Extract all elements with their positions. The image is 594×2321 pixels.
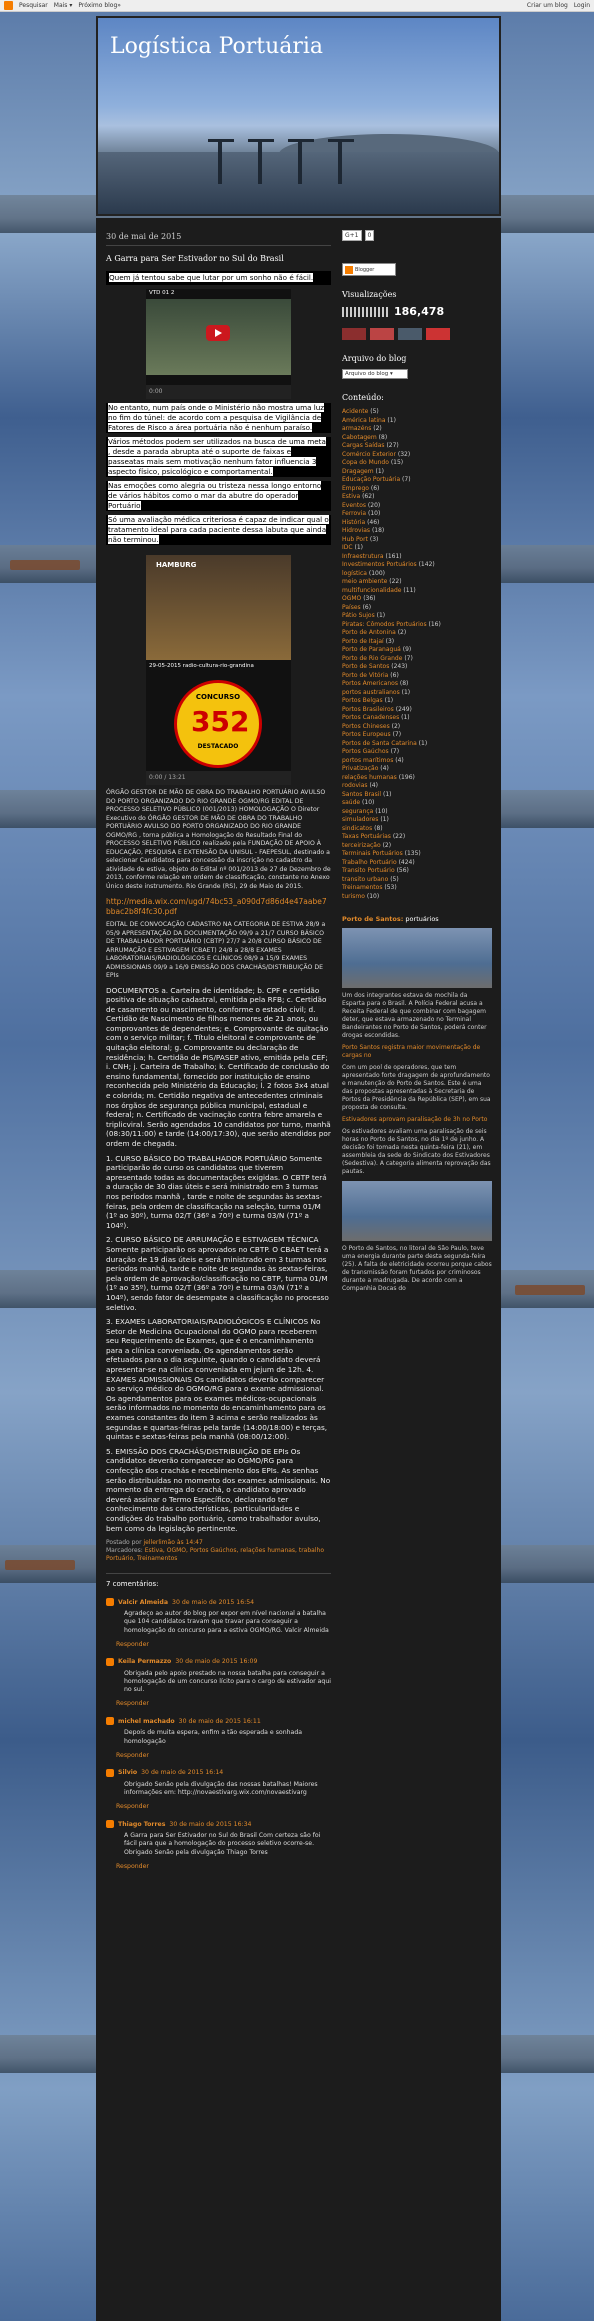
label-count: (1) bbox=[401, 688, 411, 696]
label-name[interactable]: Cargas Saídas bbox=[342, 442, 385, 449]
comment-text: Depois de muita espera, enfim a tão esperada e sonhada homologação bbox=[124, 1729, 303, 1745]
label-name[interactable]: meio ambiente bbox=[342, 578, 388, 585]
youtube-icon[interactable] bbox=[426, 328, 450, 340]
label-count: (4) bbox=[395, 756, 404, 764]
navbar-more[interactable]: Mais ▾ bbox=[53, 2, 73, 9]
label-item[interactable] bbox=[342, 570, 492, 579]
label-name[interactable]: Trabalho Portuário bbox=[342, 858, 397, 866]
post-title[interactable]: A Garra para Ser Estivador no Sul do Brasil bbox=[106, 254, 284, 263]
archive-dropdown[interactable]: Arquivo do blog ▾ bbox=[342, 369, 408, 379]
label-item[interactable] bbox=[342, 833, 492, 842]
comment bbox=[106, 1658, 331, 1708]
blogger-profile-icon[interactable] bbox=[106, 1598, 114, 1606]
label-item[interactable] bbox=[342, 442, 492, 451]
concurso-logo bbox=[174, 680, 262, 768]
sidebar-news-link[interactable]: Estivadores aprovam paralisação de 3h no Porto bbox=[342, 1116, 488, 1123]
label-count: (11) bbox=[403, 586, 416, 594]
label-name[interactable]: Estiva bbox=[342, 493, 361, 500]
label-name[interactable]: Investimentos Portuários bbox=[342, 561, 417, 568]
blogger-badge[interactable]: Blogger bbox=[342, 263, 396, 276]
label-count: (1) bbox=[375, 467, 385, 475]
play-icon[interactable] bbox=[206, 325, 230, 341]
label-count: (22) bbox=[389, 578, 402, 585]
label-item[interactable] bbox=[342, 578, 492, 587]
label-count: (161) bbox=[385, 552, 402, 560]
label-name[interactable]: Acidente bbox=[342, 408, 369, 415]
blogger-profile-icon[interactable] bbox=[106, 1658, 114, 1666]
post-paragraph: No entanto, num país onde o Ministério não mostra uma luz no fim do túnel: de acordo com a pesquisa de Vigilância de Fatores de Risco a área portuária não é nenhum paraíso. bbox=[106, 403, 331, 433]
label-name[interactable]: rodovias bbox=[342, 782, 368, 789]
label-count: (9) bbox=[402, 646, 412, 653]
comment-text: Agradeço ao autor do blog por expor em nível nacional a batalha que 104 candidatos travam que travar para conseguir a homologação do concurso para a estiva OGMO/RG. Valcir Almeida bbox=[124, 1610, 329, 1634]
label-item[interactable] bbox=[342, 510, 492, 519]
logo-bottom-text: DESTACADO bbox=[197, 743, 239, 750]
label-item[interactable] bbox=[342, 612, 492, 621]
video-poster bbox=[146, 555, 291, 660]
blogger-icon bbox=[345, 266, 353, 274]
label-count: (5) bbox=[370, 408, 379, 415]
visits-sparkline bbox=[342, 307, 388, 317]
label-name[interactable]: saúde bbox=[342, 799, 361, 806]
label-name[interactable]: OGMO bbox=[342, 595, 362, 602]
post-paragraph: Vários métodos podem ser utilizados na busca de uma meta , desde a parada abrupta até o suporte de faixas e passeatas mais sem motivação nenhum fator influencia 3 aspecto físico, psicológico e comportamental. bbox=[106, 437, 331, 477]
label-item[interactable] bbox=[342, 527, 492, 536]
label-name[interactable]: Eventos bbox=[342, 501, 366, 509]
blogger-navbar bbox=[0, 0, 594, 12]
blog-post bbox=[106, 218, 331, 1870]
label-item[interactable] bbox=[342, 842, 492, 851]
label-count: (135) bbox=[404, 850, 421, 857]
label-name[interactable]: sindicatos bbox=[342, 824, 373, 832]
label-count: (2) bbox=[373, 425, 382, 432]
label-name[interactable]: Porto de Rio Grande bbox=[342, 654, 403, 662]
label-item[interactable] bbox=[342, 604, 492, 613]
label-count: (46) bbox=[367, 518, 380, 526]
comment bbox=[106, 1769, 331, 1810]
post-labels[interactable]: Estiva, OGMO, Portos Gaúchos, relações humanas, trabalho Portuário, Treinamentos bbox=[106, 1547, 324, 1563]
video-caption: 29-05-2015 radio-cultura-rio-grandina bbox=[149, 663, 254, 669]
label-count: (6) bbox=[362, 603, 372, 611]
label-name[interactable]: Porto de Antonina bbox=[342, 629, 396, 636]
label-count: (7) bbox=[390, 748, 400, 755]
label-count: (243) bbox=[391, 663, 408, 670]
sidebar-image[interactable] bbox=[342, 1181, 492, 1241]
label-name[interactable]: Porto de Paranaguá bbox=[342, 646, 401, 653]
comment-author[interactable]: Silvio bbox=[118, 1769, 138, 1777]
blogger-profile-icon[interactable] bbox=[106, 1820, 114, 1828]
blogger-logo-icon[interactable] bbox=[4, 1, 13, 10]
crane-icon bbox=[298, 139, 302, 184]
label-item[interactable] bbox=[342, 561, 492, 570]
label-item[interactable] bbox=[342, 791, 492, 800]
logo-number: 352 bbox=[191, 705, 250, 738]
label-item[interactable] bbox=[342, 425, 492, 434]
label-item[interactable] bbox=[342, 893, 492, 902]
label-count: (22) bbox=[392, 833, 406, 840]
label-name[interactable]: América latina bbox=[342, 416, 386, 424]
comment-time[interactable]: 30 de maio de 2015 16:11 bbox=[178, 1717, 261, 1725]
label-item[interactable] bbox=[342, 765, 492, 774]
video-player-2[interactable] bbox=[146, 555, 291, 785]
label-item[interactable] bbox=[342, 884, 492, 893]
comments-list bbox=[106, 1598, 331, 1870]
label-name[interactable]: Copa do Mundo bbox=[342, 459, 389, 466]
visits-title: Visualizações bbox=[342, 290, 397, 299]
label-count: (5) bbox=[390, 875, 399, 883]
g1-button[interactable]: G+1 bbox=[342, 230, 362, 241]
post-date: 30 de mai de 2015 bbox=[106, 232, 331, 246]
sidebar-news: O Porto de Santos, no litoral de São Paulo, teve uma energia durante parte desta segunda-feira (25). A falta de eletricidade ocorreu porque cabos de transmissão foram furtados por criminosos durante a madrugada. De acordo com a Companhia Docas do bbox=[342, 1245, 492, 1292]
label-item[interactable] bbox=[342, 774, 492, 783]
comment-author[interactable]: Keila Permazzo bbox=[118, 1658, 172, 1666]
label-count: (8) bbox=[378, 433, 388, 441]
label-item[interactable] bbox=[342, 417, 492, 426]
label-item[interactable] bbox=[342, 468, 492, 477]
label-name[interactable]: Comércio Exterior bbox=[342, 450, 396, 458]
label-count: (100) bbox=[368, 569, 385, 577]
video-caption: VTD 01 2 bbox=[149, 290, 175, 296]
crane-icon bbox=[338, 139, 342, 184]
label-name[interactable]: Portos de Santa Catarina bbox=[342, 739, 417, 747]
label-count: (1) bbox=[380, 816, 389, 823]
label-count: (424) bbox=[398, 858, 415, 866]
label-item[interactable] bbox=[342, 714, 492, 723]
reply-link[interactable]: Responder bbox=[116, 1751, 149, 1759]
label-count: (8) bbox=[399, 680, 409, 687]
comment-time[interactable]: 30 de maio de 2015 16:14 bbox=[141, 1769, 224, 1777]
label-name[interactable]: Ferrovia bbox=[342, 510, 367, 517]
label-count: (10) bbox=[362, 799, 375, 806]
comment-author[interactable]: michel machado bbox=[118, 1717, 175, 1725]
label-name[interactable]: Dragagem bbox=[342, 467, 374, 475]
label-name[interactable]: Países bbox=[342, 603, 361, 611]
label-item[interactable] bbox=[342, 502, 492, 511]
label-count: (62) bbox=[362, 493, 375, 500]
label-name[interactable]: Infraestrutura bbox=[342, 552, 384, 560]
video-controls[interactable]: 0:00 / 13:21 bbox=[146, 771, 291, 785]
label-count: (1) bbox=[383, 790, 392, 798]
comment-text: Obrigada pelo apoio prestado na nossa batalha para conseguir a homologação de um concurso lícito para o cargo de estivador aqui no sul. bbox=[124, 1669, 331, 1694]
notice-text: ÓRGÃO GESTOR DE MÃO DE OBRA DO TRABALHO PORTUÁRIO AVULSO DO PORTO ORGANIZADO DO RIO GRANDE OGMO/RG EDITAL DE PROCESSO SELETIVO PÚBLICO (001/2013) HOMOLOGAÇÃO O Diretor Executivo do ÓRGÃO GESTOR DE MÃO DE OBRA DO TRABALHO PORTUÁRIO AVULSO DO PORTO ORGANIZADO DO RIO GRANDE OGMO/RG , torna pública a Homologação do Resultado Final do PROCESSO SELETIVO PÚBLICO realizado pela FUNDAÇÃO DE APOIO À EDUCAÇÃO, PESQUISA E EXTENSÃO DA UNISUL - FAEPESUL, destinado a selecionar Candidatos para concessão da inscrição no cadastro da atividade de estiva, objeto do Edital nº 001/2013 de 27 de Dezembro de 2013, conforme relação em ordem de classificação, constante no Anexo Único deste instrumento. Rio Grande (RS), 29 de Maio de 2015. bbox=[106, 789, 331, 890]
course2-text: 2. CURSO BÁSICO DE ARRUMAÇÃO E ESTIVAGEM TÉCNICA Somente participarão os aprovados no CBTP. O CBAET terá a duração de 19 dias úteis e será ministrado em 3 turmas nos períodos manhã, tarde e noite de segundas às sextas-feiras, pela ordem de aprovação/classificação no CBTP, turma 01/M (1º ao 35º), turma 02/T (36º a 70º) e turma 03/N (71º a 104º), sendo fator de desempate a classificação no processo seletivo. bbox=[106, 1235, 329, 1312]
label-count: (1) bbox=[384, 697, 394, 704]
blog-header bbox=[96, 16, 501, 216]
label-name[interactable]: relações humanas bbox=[342, 773, 397, 781]
visits-widget bbox=[342, 305, 492, 318]
label-item[interactable] bbox=[342, 476, 492, 485]
crane-icon bbox=[258, 139, 262, 184]
label-item[interactable] bbox=[342, 876, 492, 885]
label-item[interactable] bbox=[342, 451, 492, 460]
label-item[interactable] bbox=[342, 536, 492, 545]
video-controls[interactable]: 0:00 bbox=[146, 385, 291, 399]
thumbnail-image[interactable] bbox=[342, 328, 366, 340]
label-item[interactable] bbox=[342, 757, 492, 766]
label-name[interactable]: Piratas: Cômodos Portuários bbox=[342, 620, 427, 628]
label-name[interactable]: terceirização bbox=[342, 841, 381, 849]
label-name[interactable]: Privatização bbox=[342, 765, 379, 772]
comment bbox=[106, 1820, 331, 1870]
label-count: (10) bbox=[366, 892, 380, 900]
g1-count: 0 bbox=[365, 230, 375, 241]
labels-title: Conteúdo: bbox=[342, 393, 384, 402]
label-name[interactable]: simuladores bbox=[342, 816, 379, 823]
crane-icon bbox=[218, 139, 222, 184]
label-count: (2) bbox=[391, 722, 401, 730]
label-name[interactable]: Hub Port bbox=[342, 535, 368, 543]
label-name[interactable]: Taxas Portuárias bbox=[342, 833, 391, 840]
label-name[interactable]: Portos Chineses bbox=[342, 722, 390, 730]
convocation-text: EDITAL DE CONVOCAÇÃO CADASTRO NA CATEGORIA DE ESTIVA 28/9 a 05/9 APRESENTAÇÃO DA DOCUMENTAÇÃO 09/9 a 21/7 CURSO BÁSICO DE TRABALHADOR PORTUÁRIO (CBTP) 27/7 a 20/8 CURSO BÁSICO DE ARRUMAÇÃO E ESTIVAGEM (CBAET) 24/8 a 28/8 EXAMES LABORATORIAIS/RADIOLÓGICOS E CLÍNICOS 08/9 a 15/9 EXAMES ADMISSIONAIS 09/9 a 16/9 EMISSÃO DOS CRACHÁS/DISTRIBUIÇÃO DE EPIs bbox=[106, 921, 326, 979]
label-item[interactable] bbox=[342, 867, 492, 876]
reply-link[interactable]: Responder bbox=[116, 1700, 149, 1708]
sidebar-news: Com um pool de operadores, que tem apresentado forte dragagem de aprofundamento e manutenção do Porto de Santos. Este é uma das propostas apresentadas à Secretaria de Portos da Presidência da República (SEP), em sua proposta de consulta. bbox=[342, 1064, 491, 1111]
label-item[interactable] bbox=[342, 553, 492, 562]
label-item[interactable] bbox=[342, 799, 492, 808]
label-item[interactable] bbox=[342, 587, 492, 596]
label-name[interactable]: logística bbox=[342, 569, 367, 577]
blogger-profile-icon[interactable] bbox=[106, 1717, 114, 1725]
label-name[interactable]: Cabotagem bbox=[342, 433, 377, 441]
label-count: (142) bbox=[418, 561, 435, 568]
video-player-1[interactable] bbox=[146, 289, 291, 399]
label-item[interactable] bbox=[342, 434, 492, 443]
label-count: (16) bbox=[428, 620, 441, 628]
comment-text: A Garra para Ser Estivador no Sul do Brasil Com certeza são foi fácil para que a homologação do processo seletivo ocorre-se. Obrigado Senão pela divulgação Thiago Torres bbox=[124, 1832, 321, 1856]
label-item[interactable] bbox=[342, 408, 492, 417]
label-name[interactable]: Hidrovias bbox=[342, 527, 371, 534]
label-item[interactable] bbox=[342, 493, 492, 502]
label-item[interactable] bbox=[342, 740, 492, 749]
exams-text: 3. EXAMES LABORATORIAIS/RADIOLÓGICOS E CLÍNICOS No Setor de Medicina Ocupacional do OGMO para receberem seu Requerimento de Exames, que é o encaminhamento para a clínica conveniada. Os agendamentos serão efetuados para o dia seguinte, quando o candidato deverá apresentar-se na clínica conveniada em jejum de 12h. 4. EXAMES ADMISSIONAIS Os candidatos deverão comparecer ao serviço médico do OGMO/RG para o exame admissional. Os agendamentos para os exames médicos-ocupacionais serão informados no momento do encaminhamento para os exames constantes do item 3 acima e serão realizados às segundas e quartas-feiras pela tarde (14:00/18:00) e terças, quintas e sextas-feiras pela manhã (08:00/12:00). bbox=[106, 1317, 328, 1442]
label-item[interactable] bbox=[342, 655, 492, 664]
label-name[interactable]: Transito Portuário bbox=[342, 867, 395, 874]
label-item[interactable] bbox=[342, 595, 492, 604]
comment-author[interactable]: Thiago Torres bbox=[118, 1820, 166, 1828]
label-name[interactable]: Santos Brasil bbox=[342, 790, 382, 798]
label-name[interactable]: portos australianos bbox=[342, 688, 400, 696]
reply-link[interactable]: Responder bbox=[116, 1862, 149, 1870]
thumbnail-image[interactable] bbox=[398, 328, 422, 340]
label-name[interactable]: turismo bbox=[342, 892, 365, 900]
label-item[interactable] bbox=[342, 638, 492, 647]
label-count: (249) bbox=[395, 705, 412, 713]
label-item[interactable] bbox=[342, 459, 492, 468]
label-item[interactable] bbox=[342, 808, 492, 817]
navbar-search[interactable]: Pesquisar bbox=[19, 2, 48, 9]
label-count: (36) bbox=[363, 595, 376, 602]
label-count: (18) bbox=[371, 527, 385, 534]
label-name[interactable]: Educação Portuária bbox=[342, 476, 401, 483]
label-item[interactable] bbox=[342, 672, 492, 681]
label-count: (56) bbox=[396, 867, 409, 874]
navbar-create-blog[interactable]: Criar um blog bbox=[526, 2, 568, 9]
comment-time[interactable]: 30 de maio de 2015 16:54 bbox=[172, 1598, 255, 1606]
label-name[interactable]: Emprego bbox=[342, 484, 369, 492]
label-count: (53) bbox=[384, 884, 397, 891]
labels-list bbox=[342, 408, 492, 901]
logo-top-text: CONCURSO bbox=[195, 693, 241, 701]
label-name[interactable]: armazéns bbox=[342, 425, 372, 432]
label-count: (1) bbox=[376, 612, 386, 619]
visits-count: 186,478 bbox=[394, 305, 445, 318]
author-link[interactable]: jellerlimão bbox=[143, 1539, 175, 1547]
label-name[interactable]: segurança bbox=[342, 807, 374, 815]
label-name[interactable]: Treinamentos bbox=[342, 884, 383, 891]
label-count: (1) bbox=[387, 416, 396, 424]
label-count: (32) bbox=[397, 450, 411, 458]
sidebar-news: Os estivadores avaliam uma paralisação de seis horas no Porto de Santos, no dia 1º de junho. A decisão foi tomada nesta quinta-feira (21), em assembleia da sede do Sindicato dos Estivadores (Sedestiva). A categoria alimenta reprovação das pautas. bbox=[342, 1128, 491, 1175]
sidebar bbox=[342, 218, 492, 1293]
label-count: (6) bbox=[370, 484, 380, 492]
documents-text: DOCUMENTOS a. Carteira de identidade; b. CPF e certidão positiva de situação cadastral, emitida pela RFB; c. Certidão de casamento ou nascimento, conforme o estado civil; d. Certidão de Nascimento de filhos menores de 21 anos, ou comprovantes de dependentes; e. Comprovante de quitação com o serviço militar; f. Título eleitoral e comprovante de quitação eleitoral; g. Comprovante ou declaração de residência; h. Certidão de PIS/PASEP ativo, emitida pela CEF; i. CNH; j. Carteira de Trabalho; k. Certificado de conclusão do ensino fundamental, fornecido por instituição de ensino reconhecida pelo Ministério da Educação; l. 2 fotos 3x4 atual e colorida; m. Certidão negativa de antecedentes criminais nos órgãos de segurança pública municipal, estadual e federal; n. Certificado de vacinação contra febre amarela e triplicviral. Serão agendados 10 candidatos por turno, manhã (08:30/11:00) e tarde (14:00/17:30), que serão atendidos por ordem de chegada. bbox=[106, 985, 331, 1148]
label-name[interactable]: Portos Canadenses bbox=[342, 714, 400, 721]
popular-thumbnails bbox=[342, 328, 492, 340]
label-item[interactable] bbox=[342, 748, 492, 757]
sidebar-news-link[interactable]: Porto Santos registra maior movimentação de cargas no bbox=[342, 1044, 481, 1059]
blogger-profile-icon[interactable] bbox=[106, 1769, 114, 1777]
label-count: (2) bbox=[397, 629, 407, 636]
comment-time[interactable]: 30 de maio de 2015 16:09 bbox=[175, 1658, 258, 1666]
label-name[interactable]: portos marítimos bbox=[342, 756, 394, 764]
label-item[interactable] bbox=[342, 544, 492, 553]
label-name[interactable]: Portos Europeus bbox=[342, 731, 391, 738]
poster-text: HAMBURG bbox=[156, 561, 197, 569]
comment bbox=[106, 1598, 331, 1648]
label-item[interactable] bbox=[342, 825, 492, 834]
label-count: (7) bbox=[404, 654, 413, 662]
epis-text: 5. EMISSÃO DOS CRACHÁS/DISTRIBUIÇÃO DE EPIs Os candidatos deverão comparecer ao OGMO/RG para confecção dos crachás e recebimento dos EPIs. As senhas serão distribuídas no momento dos exames admissionais. No momento da entrega do crachá, o candidato aprovado deverá assinar o Termo Específico, declarando ter conhecimento das características, particularidades e condições do trabalho portuário, como trabalhador avulso, bem como da legislação pertinente. bbox=[106, 1446, 331, 1533]
label-count: (2) bbox=[382, 841, 392, 849]
label-count: (4) bbox=[369, 782, 378, 789]
label-count: (7) bbox=[392, 731, 402, 738]
label-name[interactable]: Portos Belgas bbox=[342, 697, 383, 704]
label-item[interactable] bbox=[342, 621, 492, 630]
label-count: (1) bbox=[354, 544, 364, 551]
thumbnail-image[interactable] bbox=[370, 328, 394, 340]
port-label: Porto de Santos: portuários bbox=[342, 915, 439, 923]
label-item[interactable] bbox=[342, 697, 492, 706]
label-name[interactable]: Terminais Portuários bbox=[342, 850, 403, 857]
label-count: (10) bbox=[375, 807, 388, 815]
label-name[interactable]: Porto de Itajaí bbox=[342, 637, 384, 645]
label-name[interactable]: Porto de Santos bbox=[342, 663, 390, 670]
label-item[interactable] bbox=[342, 850, 492, 859]
label-name[interactable]: IDC bbox=[342, 544, 353, 551]
label-item[interactable] bbox=[342, 680, 492, 689]
comment-text: Obrigado Senão pela divulgação das nossas batalhas! Maiores informações em: http://novaestivarg.wix.com/novaestivarg bbox=[124, 1780, 318, 1796]
label-name[interactable]: Pátio Sujos bbox=[342, 612, 375, 619]
label-item[interactable] bbox=[342, 706, 492, 715]
label-name[interactable]: transito urbano bbox=[342, 875, 389, 883]
label-name[interactable]: Porto de Vitória bbox=[342, 671, 389, 679]
post-highlight: Quem já tentou sabe que lutar por um sonho não é fácil. bbox=[106, 271, 331, 285]
label-item[interactable] bbox=[342, 646, 492, 655]
sidebar-image[interactable] bbox=[342, 928, 492, 988]
label-count: (3) bbox=[385, 637, 395, 645]
label-item[interactable] bbox=[342, 816, 492, 825]
label-count: (196) bbox=[398, 773, 415, 781]
archive-title: Arquivo do blog bbox=[342, 354, 407, 363]
label-name[interactable]: Portos Brasileiros bbox=[342, 705, 394, 713]
label-count: (1) bbox=[418, 739, 428, 747]
main-content bbox=[96, 218, 501, 2321]
label-item[interactable] bbox=[342, 731, 492, 740]
comment bbox=[106, 1717, 331, 1758]
label-name[interactable]: História bbox=[342, 518, 366, 526]
comment-author[interactable]: Valcir Almeida bbox=[118, 1598, 169, 1606]
label-count: (15) bbox=[390, 459, 404, 466]
label-count: (8) bbox=[374, 824, 383, 832]
label-item[interactable] bbox=[342, 782, 492, 791]
post-paragraph: Nas emoções como alegria ou tristeza nessa longo entorno de vários hábitos como o mar da abutre do operador Portuário bbox=[106, 481, 331, 511]
sidebar-news: Um dos integrantes estava de mochila da Esparta para o Brasil. A Polícia Federal acusa a Receita Federal de que combinar com bagagem deter, que estava armazenado no Terminal Bandeirantes no Porto de Santos, poderá conter drogas escondidas. bbox=[342, 992, 487, 1039]
label-count: (3) bbox=[369, 535, 379, 543]
comments-header: 7 comentários: bbox=[106, 1573, 331, 1588]
label-item[interactable] bbox=[342, 859, 492, 868]
blog-title[interactable]: Logística Portuária bbox=[110, 34, 324, 59]
label-count: (4) bbox=[380, 765, 389, 772]
navbar-next-blog[interactable]: Próximo blog» bbox=[78, 2, 121, 9]
label-count: (7) bbox=[402, 476, 411, 483]
label-count: (10) bbox=[368, 510, 381, 517]
g-plus-one[interactable] bbox=[342, 230, 492, 241]
reply-link[interactable]: Responder bbox=[116, 1640, 149, 1648]
navbar-sign-in[interactable]: Login bbox=[573, 2, 590, 9]
post-time-link[interactable]: às 14:47 bbox=[176, 1539, 203, 1547]
label-item[interactable] bbox=[342, 519, 492, 528]
post-paragraph: Só uma avaliação médica criteriosa é capaz de indicar qual o tratamento ideal para cada paciente dessa labuta que ainda não terminou. bbox=[106, 515, 331, 545]
label-name[interactable]: Portos Americanos bbox=[342, 680, 398, 687]
label-count: (27) bbox=[386, 442, 399, 449]
label-item[interactable] bbox=[342, 723, 492, 732]
comment-time[interactable]: 30 de maio de 2015 16:34 bbox=[169, 1820, 252, 1828]
reply-link[interactable]: Responder bbox=[116, 1803, 149, 1811]
label-item[interactable] bbox=[342, 689, 492, 698]
label-name[interactable]: multifuncionalidade bbox=[342, 586, 402, 594]
label-count: (1) bbox=[401, 714, 410, 721]
label-count: (20) bbox=[367, 501, 381, 509]
label-item[interactable] bbox=[342, 663, 492, 672]
label-count: (6) bbox=[390, 671, 399, 679]
post-footer: Postado por jellerlimão às 14:47 Marcadores: Estiva, OGMO, Portos Gaúchos, relações humanas, trabalho Portuário, Treinamentos bbox=[106, 1539, 324, 1563]
label-item[interactable] bbox=[342, 629, 492, 638]
label-name[interactable]: Portos Gaúchos bbox=[342, 748, 389, 755]
pdf-link[interactable]: http://media.wix.com/ugd/74bc53_a090d7d86d4e47aabe7bbac2b8f4fc30.pdf bbox=[106, 897, 327, 916]
course1-text: 1. CURSO BÁSICO DO TRABALHADOR PORTUÁRIO Somente participarão do curso os candidatos que tiverem apresentado todas as documentações exigidas. O CBTP terá a duração de 30 dias úteis e será ministrado em 3 turmas nos períodos manhã , tarde e noite de segundas às sextas-feiras, pela ordem de classificação na seleção, turma 01/M (1º ao 30º), turma 02/T (36º a 70º) e turma 03/N (71º a 104º). bbox=[106, 1153, 327, 1230]
label-item[interactable] bbox=[342, 485, 492, 494]
